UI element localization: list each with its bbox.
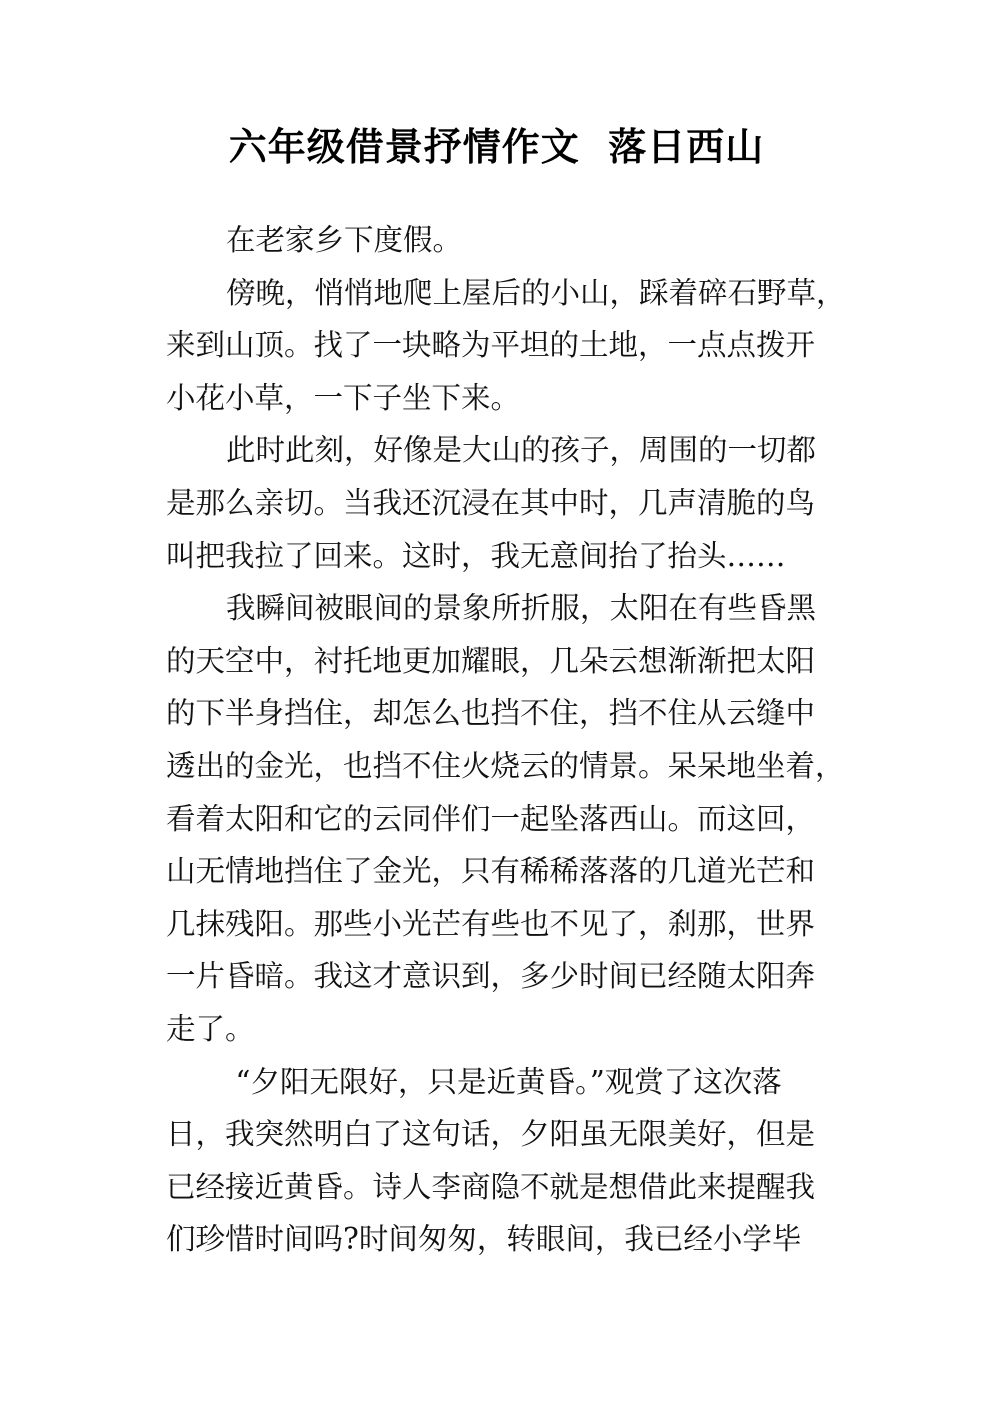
text-line: 们珍惜时间吗?时间匆匆，转眼间，我已经小学毕 (166, 1222, 802, 1257)
text-line: 已经接近黄昏。诗人李商隐不就是想借此来提醒我 (166, 1169, 816, 1204)
document-body (166, 214, 866, 1266)
text-line: 我瞬间被眼间的景象所折服，太阳在有些昏黑 (226, 591, 817, 626)
document-title: 六年级借景抒情作文 落日西山 (228, 125, 765, 169)
text-line: 在老家乡下度假。 (226, 223, 463, 257)
text-line: “夕阳无限好，只是近黄昏。”观赏了这次落 (226, 1064, 782, 1099)
paragraph-1 (166, 214, 866, 267)
text-line: 几抹残阳。那些小光芒有些也不见了，刹那，世界 (166, 906, 816, 941)
paragraph-3 (166, 424, 866, 582)
text-line: 来到山顶。找了一块略为平坦的土地，一点点拨开 (166, 328, 816, 363)
text-line: 透出的金光，也挡不住火烧云的情景。呆呆地坐着， (166, 748, 845, 783)
text-line: 日，我突然明白了这句话，夕阳虽无限美好，但是 (166, 1117, 816, 1152)
paragraph-4 (166, 582, 866, 1055)
text-line: 走了。 (166, 1011, 255, 1046)
text-line: 小花小草，一下子坐下来。 (166, 380, 521, 415)
paragraph-2 (166, 267, 866, 425)
text-line: 的下半身挡住，却怎么也挡不住，挡不住从云缝中 (166, 696, 816, 731)
text-line: 叫把我拉了回来。这时，我无意间抬了抬头…… (166, 538, 786, 573)
paragraph-5 (166, 1056, 866, 1266)
text-line: 看着太阳和它的云同伴们一起坠落西山。而这回， (166, 801, 816, 836)
text-line: 的天空中，衬托地更加耀眼，几朵云想渐渐把太阳 (166, 643, 816, 678)
text-line: 一片昏暗。我这才意识到，多少时间已经随太阳奔 (166, 959, 816, 994)
text-line: 山无情地挡住了金光，只有稀稀落落的几道光芒和 (166, 854, 816, 889)
text-line: 傍晚，悄悄地爬上屋后的小山，踩着碎石野草， (226, 275, 846, 310)
text-line: 是那么亲切。当我还沉浸在其中时，几声清脆的鸟 (166, 485, 816, 520)
text-line: 此时此刻，好像是大山的孩子，周围的一切都 (226, 433, 817, 468)
